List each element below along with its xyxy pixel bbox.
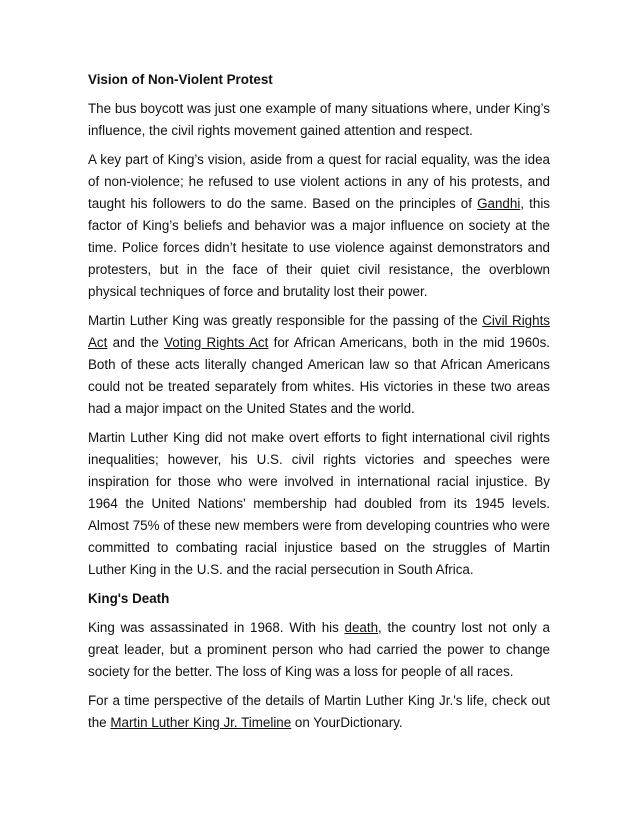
paragraph-text: For a time perspective of the details of Martin Luther King Jr.'s life, check out the [88, 693, 550, 730]
paragraph-text: , this factor of King’s beliefs and behavior was a major influence on society at the time. Police forces didn’t hesitate to use violence against demonstrators and protesters, but in the face of their quiet civil resistance, the overblown physical techniques of force and brutality lost their power. [88, 196, 551, 299]
voting-rights-act-link[interactable]: Voting Rights Act [164, 335, 269, 350]
section-heading-death: King's Death [88, 591, 170, 606]
paragraph-text: and the [107, 335, 165, 350]
gandhi-link[interactable]: Gandhi [477, 196, 521, 211]
paragraph-text: on YourDictionary. [291, 715, 403, 730]
paragraph-international: Martin Luther King did not make overt efforts to fight international civil rights inequalities; however, his U.S. civil rights victories and speeches were inspiration for those who were involved in international racial injustice. By 1964 the United Nations' membership had doubled from its 1945 levels. Almost 75% of these new members were from developing countries who were committed to combating racial injustice based on the struggles of Martin Luther King in the U.S. and the racial persecution in South Africa. [88, 430, 550, 577]
paragraph-text: King was assassinated in 1968. With his [88, 620, 345, 635]
paragraph-civil-rights-acts [88, 310, 550, 420]
paragraph-text: for African Americans, both in the mid 1960s. Both of these acts literally changed American law so that African Americans could not be treated separately from whites. His victories in these two areas had a major impact on the United States and the world. [88, 335, 551, 416]
paragraph-bus-boycott: The bus boycott was just one example of many situations where, under King’s influence, the civil rights movement gained attention and respect. [88, 101, 550, 138]
paragraph-text: , the country lost not only a great leader, but a prominent person who had carried the power to change society for the better. The loss of King was a loss for people of all races. [88, 620, 550, 679]
paragraph-non-violence [88, 149, 550, 303]
paragraph-assassination [88, 617, 550, 683]
death-link[interactable]: death [344, 620, 379, 635]
paragraph-text: A key part of King’s vision, aside from a quest for racial equality, was the idea of non-violence; he refused to use violent actions in any of his protests, and taught his followers to do the same. Based on the principles of [88, 152, 550, 211]
paragraph-timeline [88, 690, 550, 734]
section-heading-vision: Vision of Non-Violent Protest [88, 72, 273, 87]
paragraph-text: Martin Luther King was greatly responsible for the passing of the [88, 313, 483, 328]
civil-rights-act-link[interactable]: Civil Rights Act [88, 313, 550, 350]
timeline-link[interactable]: Martin Luther King Jr. Timeline [110, 715, 292, 730]
